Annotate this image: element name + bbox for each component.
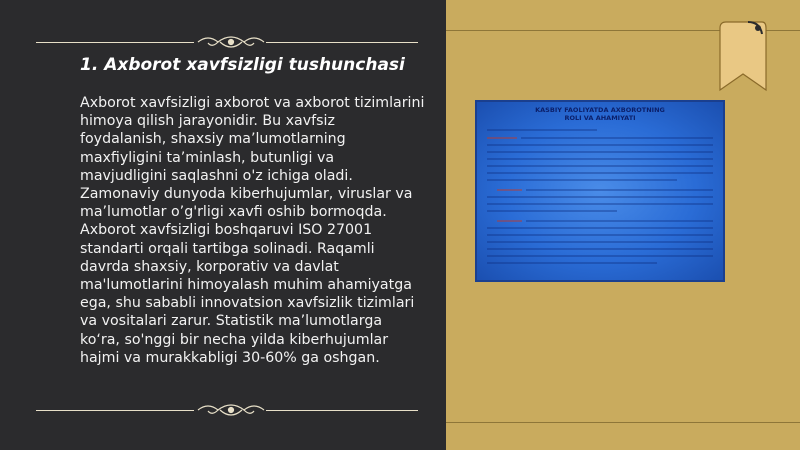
bottom-divider-left bbox=[36, 410, 194, 411]
document-title-line-1: KASBIY FAOLIYATDA AXBOROTNING bbox=[535, 106, 665, 114]
scroll-ornament-icon bbox=[196, 400, 266, 420]
slide-title: 1. Axborot xavfsizligi tushunchasi bbox=[80, 55, 405, 75]
bottom-divider-right bbox=[266, 410, 418, 411]
gold-bottom-line bbox=[446, 422, 800, 423]
top-divider-right bbox=[266, 42, 418, 43]
scroll-ornament-icon bbox=[196, 32, 266, 52]
document-image bbox=[475, 100, 725, 282]
top-divider-left bbox=[36, 42, 194, 43]
document-text-lines bbox=[477, 102, 723, 280]
bookmark-ribbon-icon bbox=[718, 20, 768, 92]
document-title-line-2: ROLI VA AHAMIYATI bbox=[564, 114, 636, 122]
slide-body-text: Axborot xavfsizligi axborot va axborot tizimlarini himoya qilish jarayonidir. Bu xavfsiz foydalanish, shaxsiy ma’lumotlarning maxfiyligini ta’minlash, butunligi va mavjudligini saqlashni o'z ichiga oladi. Zamonaviy dunyoda kiberhujumlar, viruslar va ma’lumotlar o’g'rligi xavfi oshib bormoqda. Axborot xavfsizligi boshqaruvi ISO 27001 standarti orqali tartibga solinadi. Raqamli davrda shaxsiy, korporativ va davlat ma'lumotlarini himoyalash muhim ahamiyatga ega, shu sababli innovatsion xavfsizlik tizimlari va vositalari zarur. Statistik ma’lumotlarga ko‘ra, so'nggi bir necha yilda kiberhujumlar hajmi va murakkabligi 30-60% ga oshgan. bbox=[80, 95, 425, 366]
